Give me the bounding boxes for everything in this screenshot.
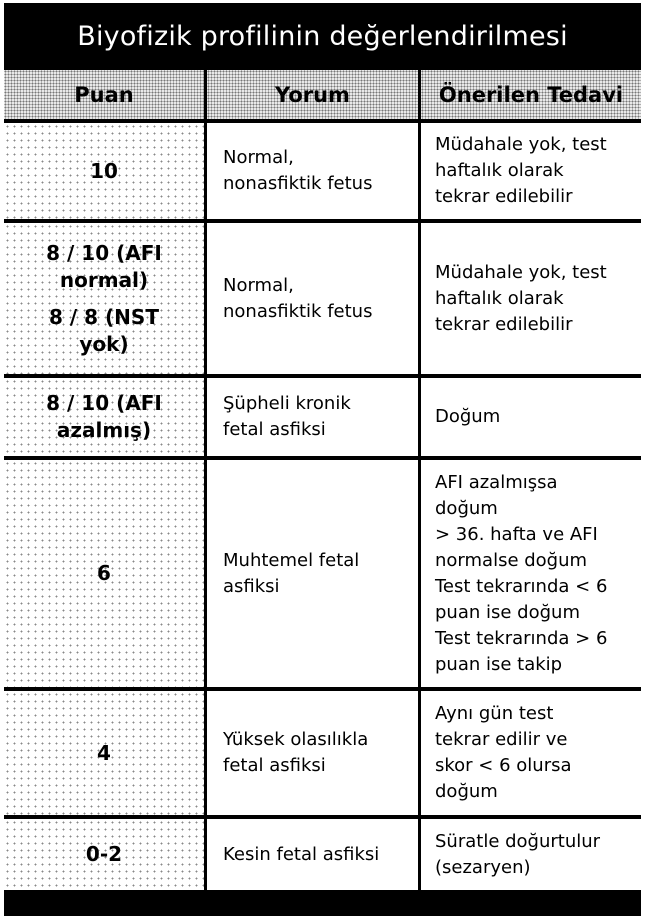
interpretation-line: fetal asfiksi: [223, 755, 326, 776]
treatment-line: Test tekrarında < 6: [435, 575, 608, 597]
interpretation-cell: [204, 819, 418, 890]
table-row: [4, 460, 641, 691]
score-line: 4: [97, 740, 111, 765]
treatment-cell: [418, 691, 641, 815]
interpretation-line: Normal,: [223, 274, 294, 296]
treatment-line: Doğum: [435, 406, 501, 427]
treatment-line: tekrar edilir ve: [435, 729, 568, 750]
score-line: 10: [90, 158, 118, 183]
treatment-cell: [418, 123, 641, 219]
interpretation-cell: [204, 123, 418, 219]
table-title-text: Biyofizik profilinin değerlendirilmesi: [77, 21, 568, 52]
treatment-line: haftalık olarak: [435, 160, 564, 181]
treatment-line: normalse doğum: [435, 549, 588, 571]
interpretation-line: asfiksi: [223, 575, 280, 597]
treatment-line: Müdahale yok, test: [435, 261, 607, 283]
score-cell: [4, 123, 204, 219]
interpretation-line: fetal asfiksi: [223, 419, 326, 440]
table-row: [4, 691, 641, 819]
treatment-line: puan ise takip: [435, 653, 563, 675]
interpretation-cell: [204, 691, 418, 815]
treatment-cell: [418, 460, 641, 687]
interpretation-line: Muhtemel fetal: [223, 549, 360, 571]
score-cell: [4, 378, 204, 456]
score-line: yok): [79, 331, 129, 356]
treatment-line: tekrar edilebilir: [435, 186, 573, 207]
treatment-line: doğum: [435, 781, 498, 802]
treatment-line: AFI azalmışsa: [435, 471, 558, 493]
table-title: [4, 3, 641, 70]
score-line: 6: [97, 561, 111, 585]
table-row: [4, 378, 641, 460]
interpretation-line: nonasfiktik fetus: [223, 173, 373, 194]
interpretation-line: Şüpheli kronik: [223, 393, 351, 414]
treatment-line: Müdahale yok, test: [435, 134, 607, 155]
interpretation-cell: [204, 460, 418, 687]
score-line: 0-2: [85, 842, 123, 866]
treatment-cell: [418, 378, 641, 456]
footer-bar: [4, 890, 641, 916]
treatment-line: doğum: [435, 497, 498, 519]
treatment-line: > 36. hafta ve AFI: [435, 523, 598, 545]
score-cell: [4, 691, 204, 815]
score-line: 8 / 8 (NST: [49, 304, 159, 329]
header-treatment: Önerilen Tedavi: [418, 70, 641, 119]
treatment-line: tekrar edilebilir: [435, 313, 573, 335]
interpretation-line: Yüksek olasılıkla: [223, 729, 369, 750]
interpretation-line: Kesin fetal asfiksi: [223, 843, 380, 865]
table-row: [4, 123, 641, 223]
treatment-line: Süratle doğurtulur: [435, 830, 601, 852]
score-line: normal): [59, 267, 149, 292]
interpretation-cell: [204, 223, 418, 374]
header-score: Puan: [4, 70, 204, 119]
score-cell: [4, 460, 204, 687]
treatment-line: haftalık olarak: [435, 287, 564, 309]
interpretation-line: nonasfiktik fetus: [223, 300, 373, 322]
treatment-line: Test tekrarında > 6: [435, 627, 608, 649]
biophysical-profile-table: [4, 70, 641, 890]
header-interpretation: Yorum: [204, 70, 418, 119]
interpretation-cell: [204, 378, 418, 456]
treatment-line: skor < 6 olursa: [435, 755, 572, 776]
treatment-line: puan ise doğum: [435, 601, 580, 623]
score-cell: [4, 819, 204, 890]
treatment-line: (sezaryen): [435, 856, 531, 878]
table-row: [4, 819, 641, 890]
table-row: [4, 223, 641, 378]
score-line: azalmış): [56, 418, 152, 442]
score-line: 8 / 10 (AFI: [46, 391, 162, 415]
interpretation-line: Normal,: [223, 147, 294, 168]
table-header-row: [4, 70, 641, 123]
treatment-cell: [418, 819, 641, 890]
score-line: 8 / 10 (AFI: [46, 240, 162, 265]
treatment-cell: [418, 223, 641, 374]
treatment-line: Aynı gün test: [435, 703, 554, 724]
score-cell: [4, 223, 204, 374]
